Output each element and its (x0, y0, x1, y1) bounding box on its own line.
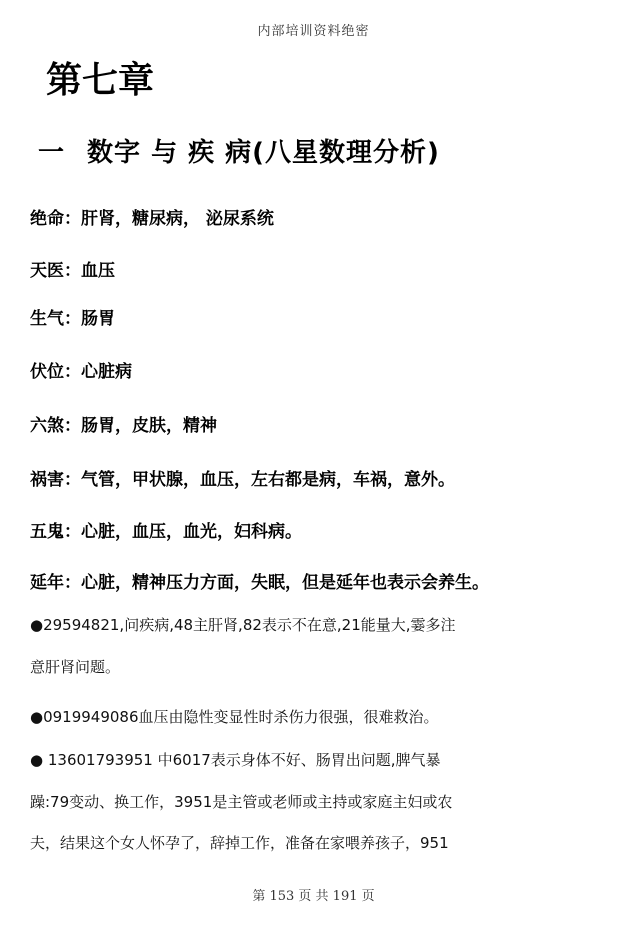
paragraph-line: ●29594821,问疾病,48主肝肾,82表示不在意,21能量大,霎多注 (30, 616, 456, 634)
paragraph-line: ● 13601793951 中6017表示身体不好、肠胃出问题,脾气暴 (30, 751, 441, 769)
entry-tianyi: 天医：血压 (30, 261, 115, 281)
paragraph-line: 躁:79变动、换工作，3951是主管或老师或主持或家庭主妇或农 (30, 793, 453, 811)
paragraph-line: 意肝肾问题。 (30, 658, 121, 676)
entry-huohai: 祸害：气管，甲状腺，血压，左右都是病，车祸，意外。 (30, 470, 455, 490)
paragraph-line: 夫，结果这个女人怀孕了，辞掉工作，准备在家喂养孩子，951 (30, 834, 449, 852)
entry-fuwei: 伏位：心脏病 (30, 362, 132, 382)
entry-yannian: 延年：心脏，精神压力方面，失眠，但是延年也表示会养生。 (30, 573, 489, 593)
entry-liusha: 六煞：肠胃，皮肤，精神 (30, 416, 217, 436)
entry-shengqi: 生气：肠胃 (30, 309, 115, 329)
page-header: 内部培训资料绝密 (257, 24, 370, 39)
section-heading (38, 132, 440, 169)
page-footer: 第 153 页 共 191 页 (252, 889, 375, 904)
section-number: 一 (38, 138, 66, 168)
paragraph-line: ●0919949086血压由隐性变显性时杀伤力很强，很难救治。 (30, 708, 439, 726)
entry-jueming: 绝命：肝肾，糖尿病， 泌尿系统 (30, 209, 274, 229)
section-title: 数字 与 疾 病(八星数理分析) (87, 138, 440, 168)
entry-wugui: 五鬼：心脏，血压，血光，妇科病。 (30, 522, 302, 542)
chapter-title: 第七章 (46, 60, 155, 101)
